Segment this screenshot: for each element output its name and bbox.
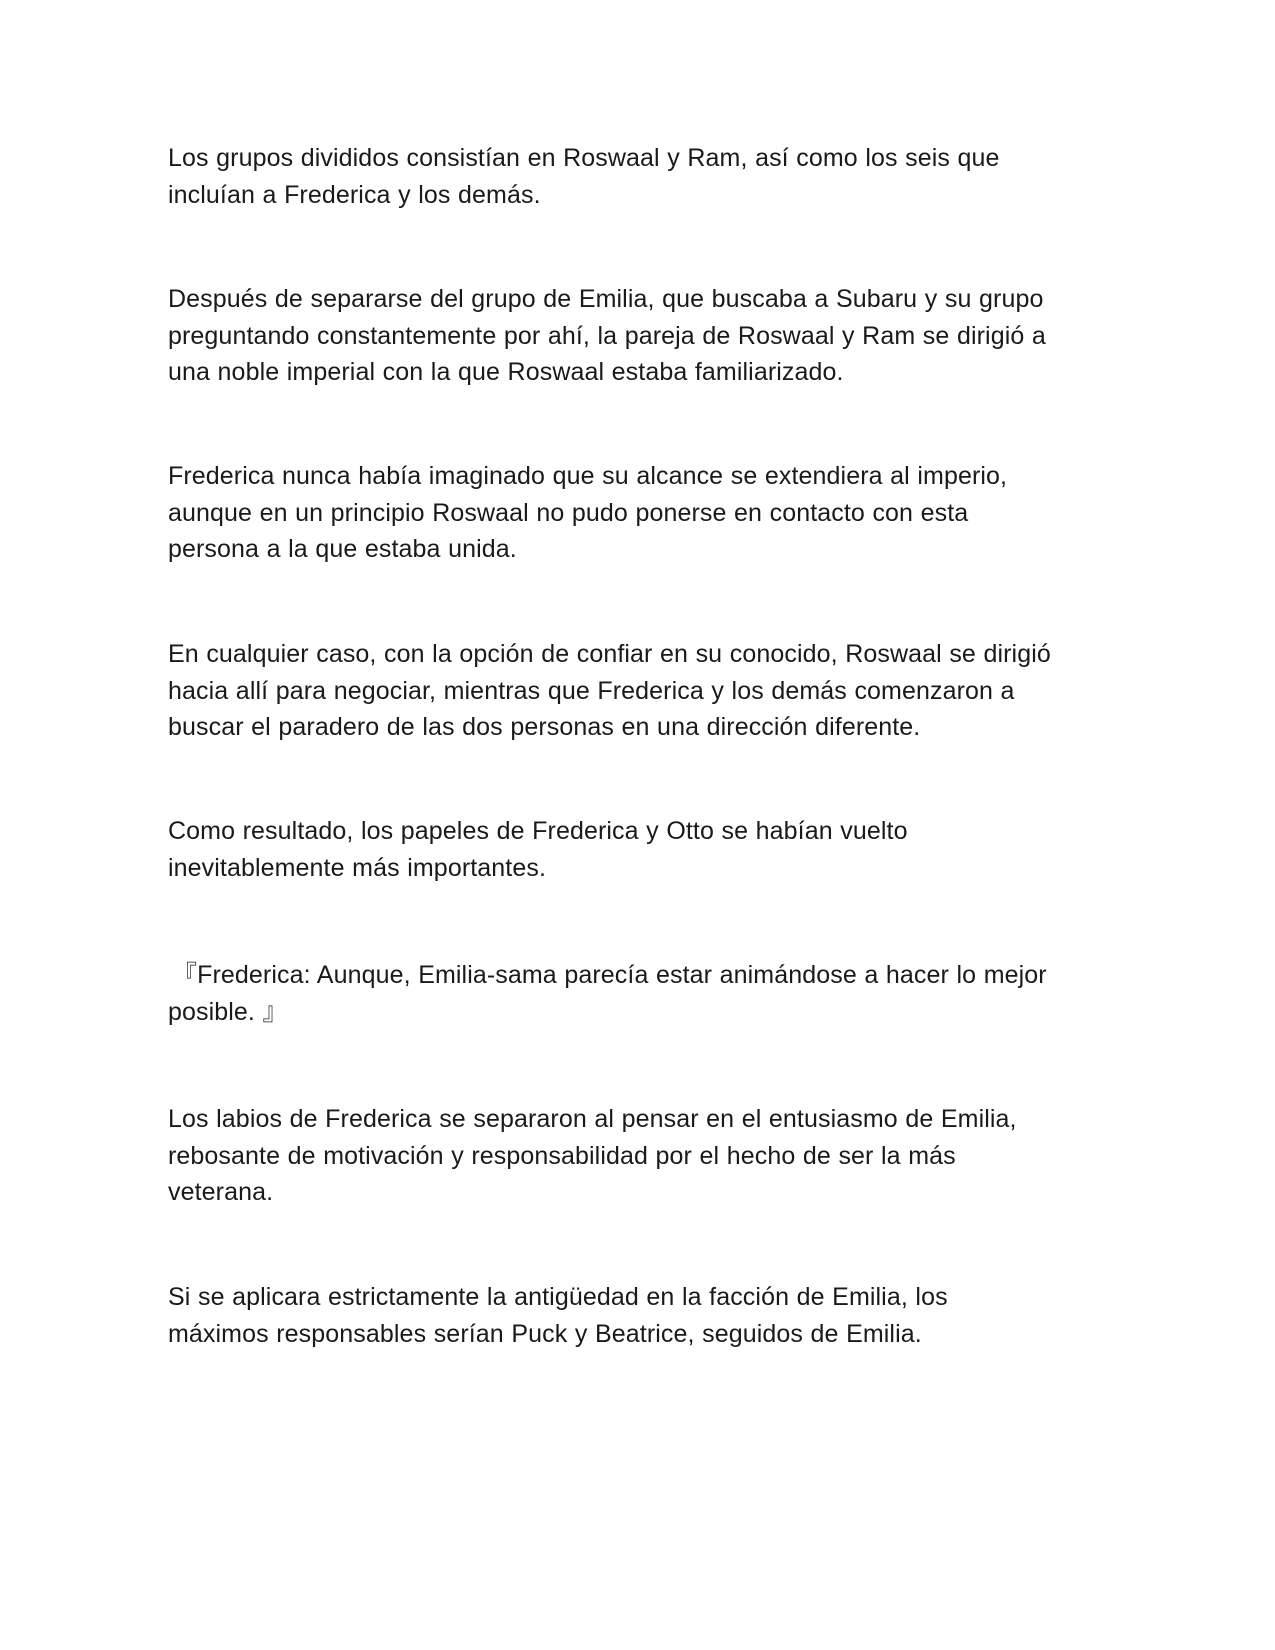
paragraph-line: Frederica nunca había imaginado que su alcance se extendiera al imperio, <box>168 462 1008 490</box>
paragraph-line: aunque en un principio Roswaal no pudo ponerse en contacto con esta <box>168 498 969 527</box>
paragraph-line: posible. 』 <box>168 997 288 1026</box>
paragraph-line: buscar el paradero de las dos personas en una dirección diferente. <box>168 713 921 741</box>
paragraph-6-dialogue <box>168 957 1072 1030</box>
paragraph-line: incluían a Frederica y los demás. <box>168 180 541 209</box>
paragraph-line: inevitablemente más importantes. <box>168 853 546 882</box>
paragraph-8 <box>168 1279 1068 1352</box>
paragraph-line: Después de separarse del grupo de Emilia, que buscaba a Subaru y su grupo <box>168 285 1044 313</box>
paragraph-1 <box>168 140 1068 213</box>
paragraph-7 <box>168 1101 1068 1211</box>
paragraph-3 <box>168 458 1068 568</box>
paragraph-4 <box>168 636 1068 746</box>
paragraph-5 <box>168 813 1068 886</box>
paragraph-line: En cualquier caso, con la opción de confiar en su conocido, Roswaal se dirigió <box>168 640 1051 668</box>
paragraph-line: máximos responsables serían Puck y Beatrice, seguidos de Emilia. <box>168 1319 922 1348</box>
paragraph-line: persona a la que estaba unida. <box>168 535 517 563</box>
paragraph-line: Los labios de Frederica se separaron al pensar en el entusiasmo de Emilia, <box>168 1105 1017 1133</box>
paragraph-line: veterana. <box>168 1178 274 1206</box>
paragraph-line: Como resultado, los papeles de Frederica y Otto se habían vuelto <box>168 817 908 845</box>
paragraph-line: preguntando constantemente por ahí, la pareja de Roswaal y Ram se dirigió a <box>168 321 1046 350</box>
paragraph-line: rebosante de motivación y responsabilidad por el hecho de ser la más <box>168 1141 956 1170</box>
paragraph-line: hacia allí para negociar, mientras que Frederica y los demás comenzaron a <box>168 676 1015 705</box>
paragraph-line: Si se aplicara estrictamente la antigüedad en la facción de Emilia, los <box>168 1283 948 1311</box>
paragraph-line: Los grupos divididos consistían en Roswaal y Ram, así como los seis que <box>168 144 1000 172</box>
paragraph-line: 『Frederica: Aunque, Emilia-sama parecía estar animándose a hacer lo mejor <box>172 961 1047 989</box>
paragraph-line: una noble imperial con la que Roswaal estaba familiarizado. <box>168 358 844 386</box>
paragraph-2 <box>168 281 1068 391</box>
